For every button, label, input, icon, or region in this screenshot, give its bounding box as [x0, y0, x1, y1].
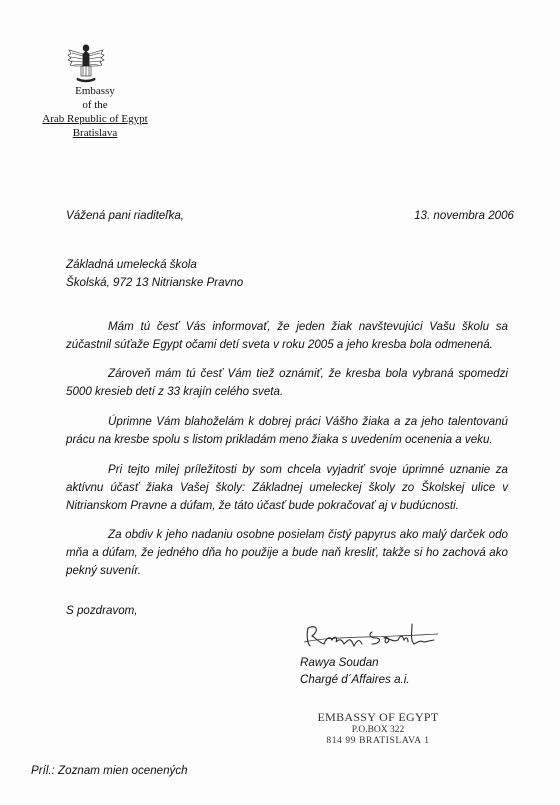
letterhead-line3: Arab Republic of Egypt [42, 113, 148, 125]
letter-date: 13. novembra 2006 [414, 209, 514, 222]
recipient-address [66, 256, 243, 292]
paragraph-2: Zároveň mám tú česť Vám tiež oznámiť, že kresba bola vybraná spomedzi 5000 kresieb detí z 33 krajín celého sveta. [66, 367, 508, 398]
letterhead-line2: of the [82, 99, 108, 111]
letterhead-line4: Bratislava [72, 127, 118, 139]
handwritten-signature [302, 620, 442, 652]
enclosure-note: Príl.: Zoznam mien ocenených [31, 764, 188, 777]
signer-title: Chargé d´Affaires a.i. [300, 673, 410, 686]
stamp-line1: EMBASSY OF EGYPT [317, 710, 439, 724]
embassy-letterhead [40, 84, 150, 140]
letterhead-line1: Embassy [75, 85, 115, 97]
eagle-of-saladin-icon [65, 42, 107, 84]
stamp-line3: 814 99 BRATISLAVA 1 [326, 736, 430, 746]
embassy-stamp [308, 710, 448, 747]
paragraph-1: Mám tú česť Vás informovať, že jeden žiak navštevujúci Vašu školu sa zúčastnil súťaže Egypt očami detí sveta v roku 2005 a jeho kresba bola odmenená. [66, 320, 508, 351]
salutation: Vážená pani riaditeľka, [66, 209, 184, 222]
signer-name: Rawya Soudan [300, 656, 379, 669]
recipient-line1: Základná umelecká škola [66, 258, 197, 271]
paragraph-3: Úprimne Vám blahoželám k dobrej práci Vášho žiaka a za jeho talentovanú prácu na kresbe spolu s listom prikladám meno žiaka s uvedením ocenenia a veku. [66, 415, 508, 446]
paragraph-5: Za obdiv k jeho nadaniu osobne posielam čistý papyrus ako malý darček odo mňa a dúfam, že jedného dňa ho použije a bude naň kresliť, takže si ho zachová ako pekný suvenír. [66, 528, 508, 577]
signer-block [300, 654, 410, 688]
paragraph-4: Pri tejto milej príležitosti by som chcela vyjadriť svoje úprimné uznanie za aktívnu účasť žiaka Vašej školy: Základnej umeleckej školy zo Školskej ulice v Nitrianskom Pravne a dúfam, že táto účasť bude pokračovať aj v budúcnosti. [66, 463, 508, 512]
closing: S pozdravom, [66, 604, 138, 617]
stamp-line2: P.O.BOX 322 [351, 725, 405, 735]
recipient-line2: Školská, 972 13 Nitrianske Pravno [66, 276, 244, 289]
